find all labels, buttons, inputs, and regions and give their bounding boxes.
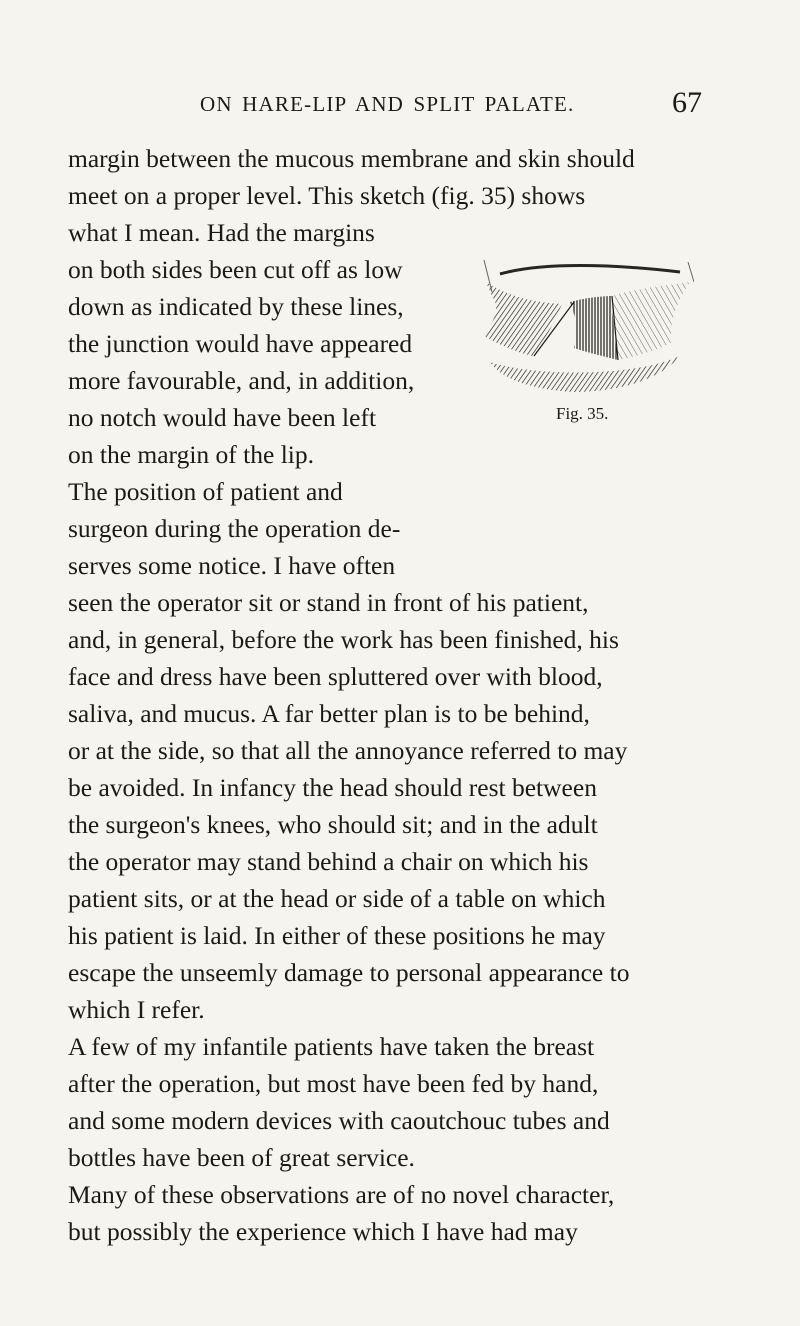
text-line: The position of patient and [68,477,343,506]
figure-caption: Fig. 35. [556,404,609,423]
text-line: after the operation, but most have been fed by hand, [68,1069,599,1098]
lip-sketch-figure [462,252,694,400]
text-line: which I refer. [68,995,205,1024]
text-line: patient sits, or at the head or side of a table on which [68,884,606,913]
text-line: his patient is laid. In either of these positions he may [68,921,606,950]
text-line: serves some notice. I have often [68,551,396,580]
text-line: on the margin of the lip. [68,440,314,469]
lip-sketch-illustration [462,252,694,400]
text-line: down as indicated by these lines, [68,292,404,321]
text-line: the surgeon's knees, who should sit; and in the adult [68,810,598,839]
text-line: and some modern devices with caoutchouc tubes and [68,1106,610,1135]
text-line: Many of these observations are of no novel character, [68,1180,615,1209]
text-line: the junction would have appeared [68,329,413,358]
page-header [0,86,800,122]
text-line: on both sides been cut off as low [68,255,403,284]
text-line: more favourable, and, in addition, [68,366,415,395]
text-line: face and dress have been spluttered over with blood, [68,662,603,691]
text-line: A few of my infantile patients have taken the breast [68,1032,595,1061]
text-line: meet on a proper level. This sketch (fig. 35) shows [68,181,586,210]
text-line: what I mean. Had the margins [68,218,375,247]
text-line: but possibly the experience which I have had may [68,1217,578,1246]
text-line: the operator may stand behind a chair on which his [68,847,589,876]
text-line: bottles have been of great service. [68,1143,415,1172]
text-line: surgeon during the operation de- [68,514,401,543]
text-line: no notch would have been left [68,403,377,432]
running-title: ON HARE-LIP AND SPLIT PALATE. [200,92,575,116]
text-line: saliva, and mucus. A far better plan is to be behind, [68,699,590,728]
text-line: escape the unseemly damage to personal appearance to [68,958,630,987]
text-line: and, in general, before the work has been finished, his [68,625,619,654]
text-line: or at the side, so that all the annoyance referred to may [68,736,628,765]
text-line: margin between the mucous membrane and skin should [68,144,635,173]
text-line: be avoided. In infancy the head should rest between [68,773,597,802]
page-number: 67 [672,86,702,119]
text-line: seen the operator sit or stand in front of his patient, [68,588,589,617]
